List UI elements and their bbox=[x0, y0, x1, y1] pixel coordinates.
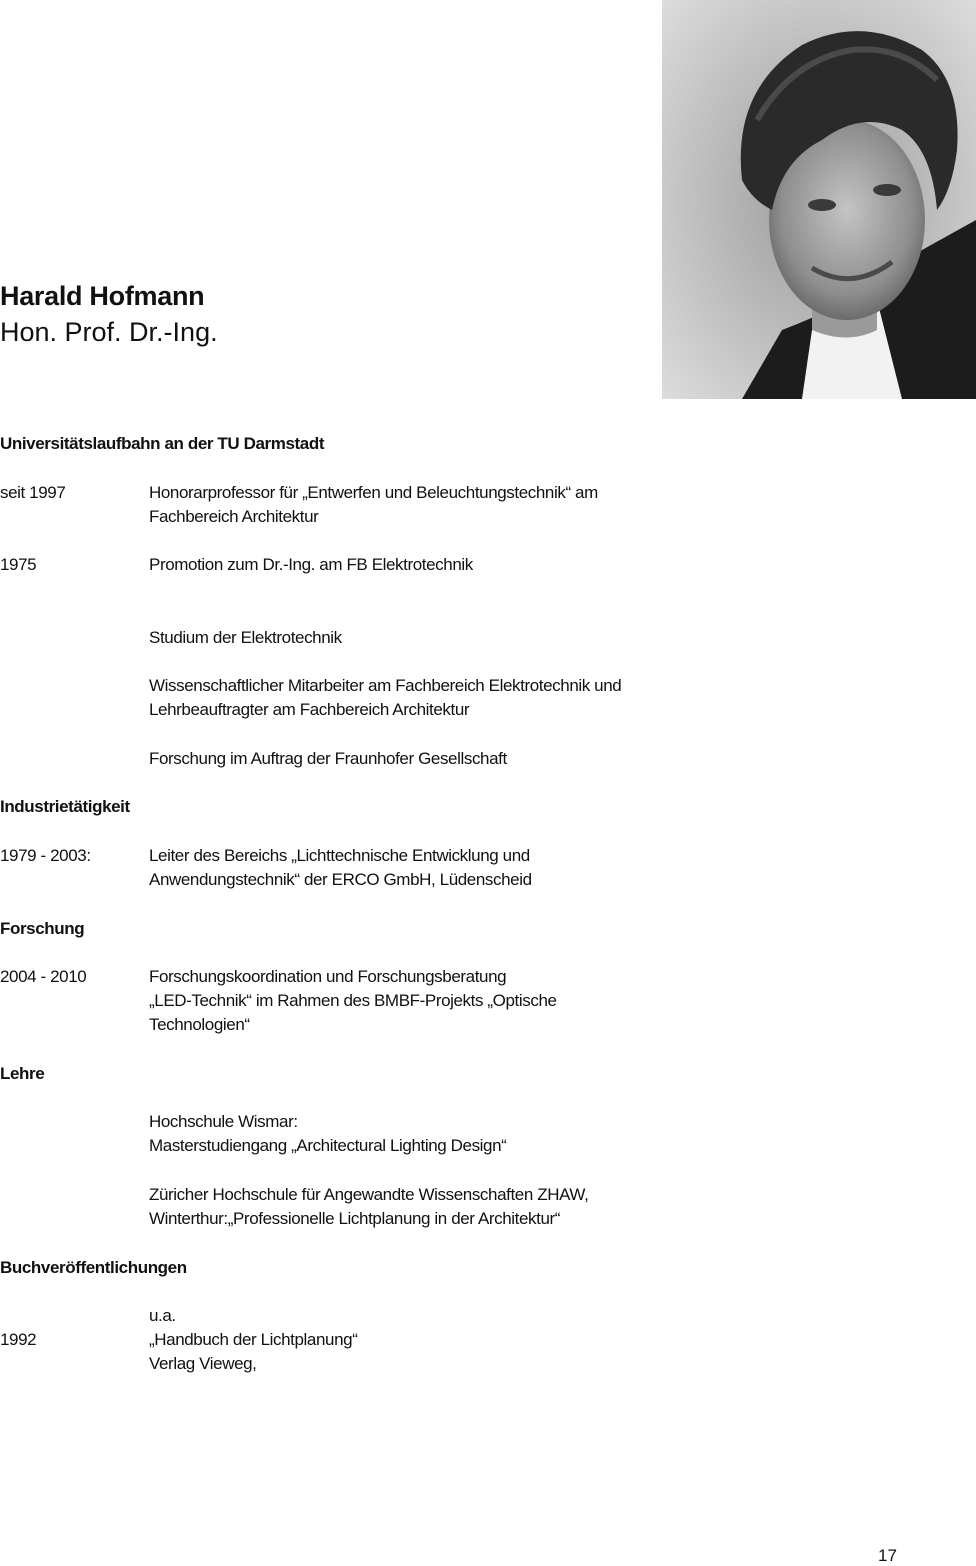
entry-text: „LED-Technik“ im Rahmen des BMBF-Projekts „Optische bbox=[149, 991, 557, 1010]
entry-text: Wissenschaftlicher Mitarbeiter am Fachbereich Elektrotechnik und bbox=[149, 676, 622, 695]
section-heading-books: Buchveröffentlichungen bbox=[0, 1258, 187, 1277]
entry-text: „Handbuch der Lichtplanung“ bbox=[149, 1330, 358, 1349]
entry-year: 1979 - 2003: bbox=[0, 846, 91, 865]
academic-title: Hon. Prof. Dr.-Ing. bbox=[0, 317, 218, 347]
entry-text: Winterthur:„Professionelle Lichtplanung in der Architektur“ bbox=[149, 1209, 561, 1228]
section-heading-teaching: Lehre bbox=[0, 1064, 45, 1083]
portrait-photo bbox=[662, 0, 976, 399]
entry-year: 1992 bbox=[0, 1330, 37, 1349]
entry-year: 1975 bbox=[0, 555, 37, 574]
entry-year: 2004 - 2010 bbox=[0, 967, 87, 986]
entry-text: Studium der Elektrotechnik bbox=[149, 628, 342, 647]
entry-text: Hochschule Wismar: bbox=[149, 1112, 298, 1131]
entry-text: Anwendungstechnik“ der ERCO GmbH, Lüdenscheid bbox=[149, 870, 532, 889]
section-heading-industry: Industrietätigkeit bbox=[0, 797, 130, 816]
entry-text: Technologien“ bbox=[149, 1015, 250, 1034]
entry-text: Leiter des Bereichs „Lichttechnische Entwicklung und bbox=[149, 846, 530, 865]
entry-text: u.a. bbox=[149, 1306, 176, 1325]
entry-text: Züricher Hochschule für Angewandte Wissenschaften ZHAW, bbox=[149, 1185, 589, 1204]
entry-text: Honorarprofessor für „Entwerfen und Beleuchtungstechnik“ am bbox=[149, 483, 598, 502]
entry-text: Promotion zum Dr.-Ing. am FB Elektrotechnik bbox=[149, 555, 473, 574]
entry-text: Lehrbeauftragter am Fachbereich Architektur bbox=[149, 700, 470, 719]
person-name: Harald Hofmann bbox=[0, 281, 205, 311]
entry-text: Fachbereich Architektur bbox=[149, 507, 319, 526]
entry-text: Masterstudiengang „Architectural Lighting Design“ bbox=[149, 1136, 507, 1155]
entry-text: Verlag Vieweg, bbox=[149, 1354, 257, 1373]
entry-text: Forschungskoordination und Forschungsberatung bbox=[149, 967, 507, 986]
page-number: 17 bbox=[878, 1546, 897, 1565]
entry-year: seit 1997 bbox=[0, 483, 66, 502]
section-heading-research: Forschung bbox=[0, 919, 85, 938]
section-heading-university: Universitätslaufbahn an der TU Darmstadt bbox=[0, 434, 325, 453]
entry-text: Forschung im Auftrag der Fraunhofer Gesellschaft bbox=[149, 749, 507, 768]
